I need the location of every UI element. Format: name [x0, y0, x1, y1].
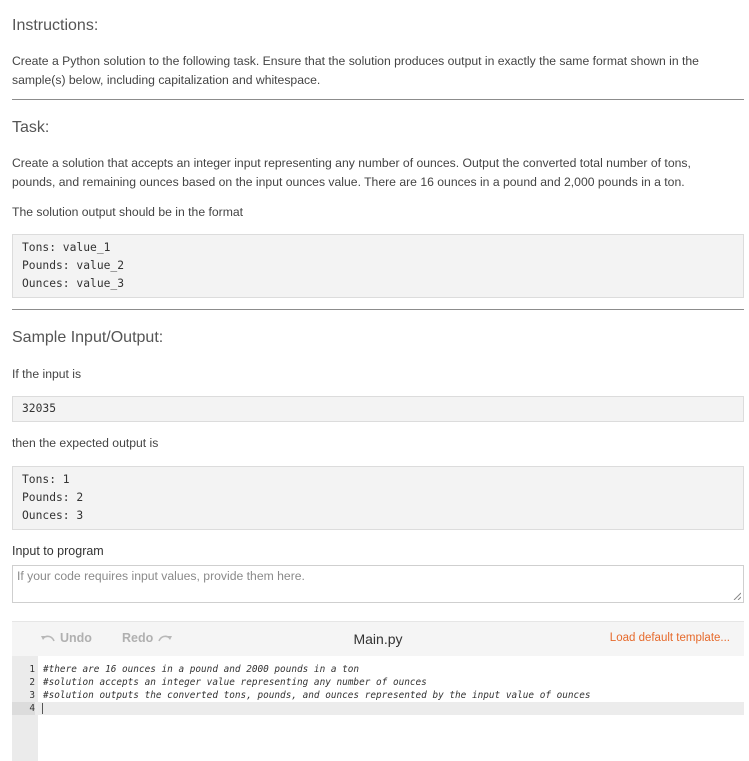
program-input-field[interactable] — [12, 565, 744, 603]
code-text: #there are 16 ounces in a pound and 2000 pounds in a ton — [43, 664, 360, 675]
format-line-1: Tons: value_1 — [22, 241, 111, 254]
line-number: 3 — [29, 690, 35, 701]
code-line-active — [12, 702, 744, 715]
sample-heading: Sample Input/Output: — [12, 329, 164, 346]
code-line — [12, 689, 744, 702]
sample-output-line-3: Ounces: 3 — [22, 509, 84, 522]
task-text: Create a solution that accepts an integer input representing any number of ounces. Output the converted total number of tons, pounds, and remaining ounces based on the input ounces value. There are 16 ounces in a pound and 2,000 pounds in a ton. — [12, 156, 691, 189]
editor-filename: Main.py — [353, 631, 403, 647]
code-text: #solution outputs the converted tons, pounds, and ounces represented by the input value of ounces — [43, 690, 591, 701]
undo-label: Undo — [60, 631, 92, 645]
format-intro: The solution output should be in the format — [12, 205, 244, 219]
line-number: 1 — [29, 664, 35, 675]
code-line — [12, 676, 744, 689]
instructions-heading: Instructions: — [12, 17, 99, 34]
code-line — [12, 663, 744, 676]
line-number: 2 — [29, 677, 35, 688]
sample-input-block — [12, 396, 744, 422]
code-editor — [12, 621, 744, 761]
instructions-section — [12, 16, 98, 36]
load-default-template-link[interactable]: Load default template... — [609, 632, 730, 644]
code-area[interactable] — [12, 656, 744, 761]
sample-output-intro: then the expected output is — [12, 436, 159, 450]
instructions-text: Create a Python solution to the following task. Ensure that the solution produces output in exactly the same format shown in the sample(s) below, including capitalization and whitespace. — [12, 54, 699, 87]
divider — [12, 99, 744, 100]
format-line-3: Ounces: value_3 — [22, 277, 125, 290]
sample-output-line-1: Tons: 1 — [22, 473, 70, 486]
sample-output-block — [12, 466, 744, 530]
editor-toolbar — [12, 622, 744, 656]
code-text: #solution accepts an integer value representing any number of ounces — [43, 677, 427, 688]
line-number: 4 — [12, 702, 35, 715]
text-cursor — [42, 703, 43, 714]
redo-label: Redo — [122, 631, 154, 645]
sample-output-line-2: Pounds: 2 — [22, 491, 84, 504]
format-line-2: Pounds: value_2 — [22, 259, 125, 272]
sample-input-intro: If the input is — [12, 367, 82, 381]
sample-input-value: 32035 — [22, 402, 57, 415]
format-code-block — [12, 234, 744, 298]
program-input-label: Input to program — [12, 544, 104, 558]
task-heading: Task: — [12, 119, 50, 136]
divider — [12, 309, 744, 310]
